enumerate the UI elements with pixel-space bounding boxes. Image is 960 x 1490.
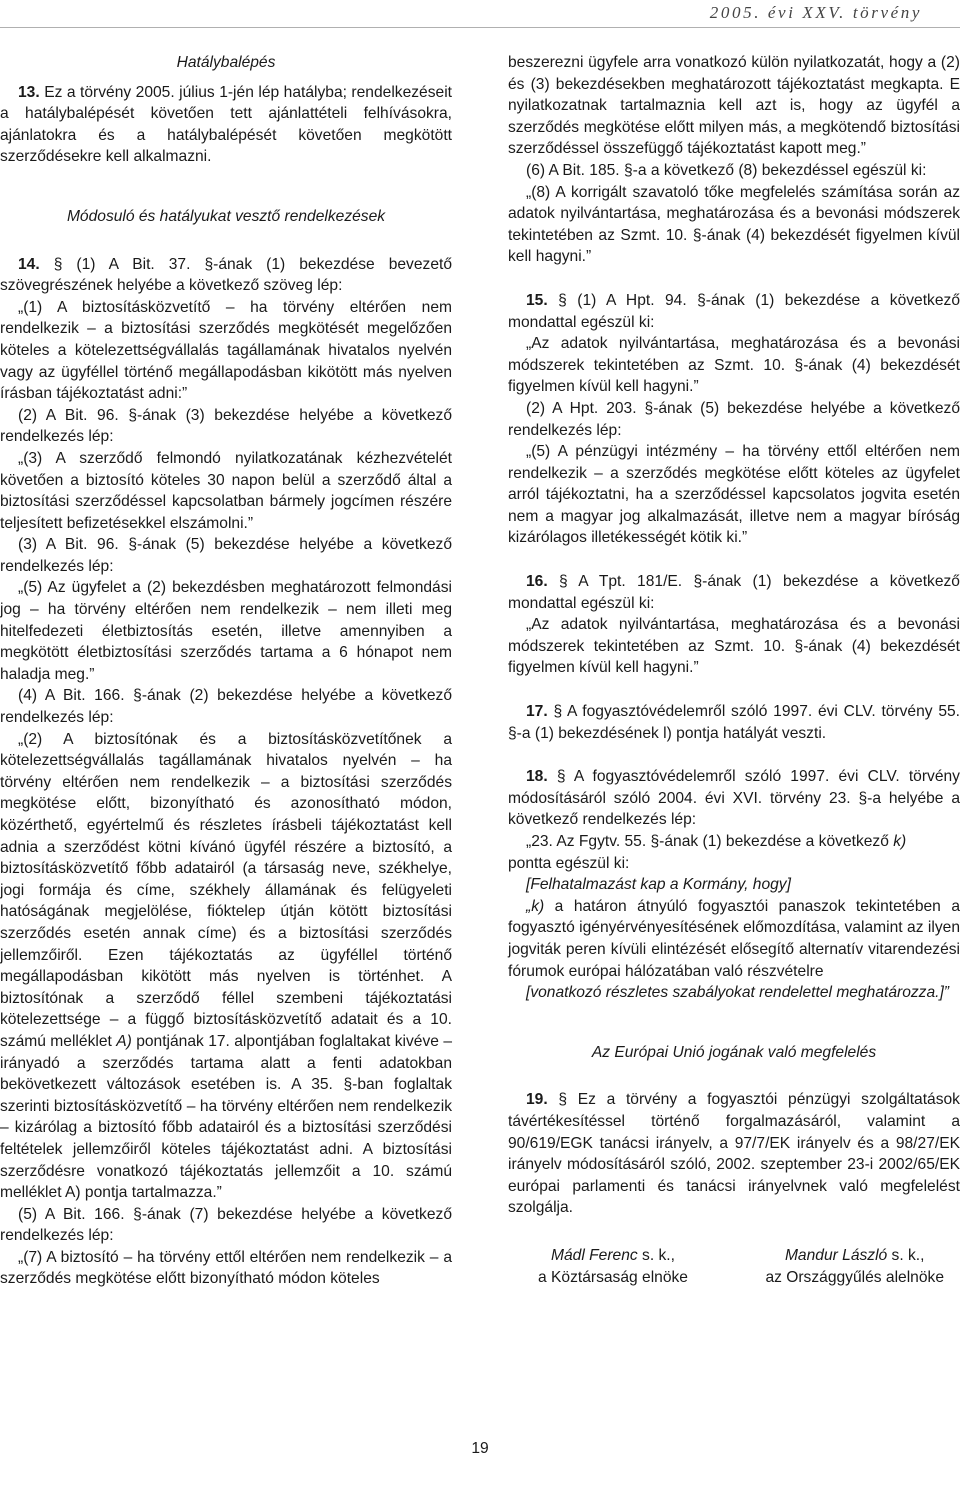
- quote-15-1: „Az adatok nyilvántartása, meghatározása és a bevonási módszerek tekintetében az Szmt. 10. §-ának (4) bekezdését figyelmen kívül kell hagyni.”: [508, 335, 960, 396]
- paragraph-18: [508, 766, 960, 831]
- header-rule: [0, 27, 960, 28]
- paragraph-number: 18.: [526, 768, 548, 786]
- quote-18-bracket: [Felhatalmazást kap a Kormány, hogy]: [526, 876, 791, 894]
- paragraph-text: § Ez a törvény a fogyasztói pénzügyi szolgáltatások távértékesítéssel történő forgalmazásáról, valamint a 90/619/EGK tanácsi irányelv, a 97/7/EK irányelv és a 98/27/EK irányelv módosításáról szóló, 2002. szeptember 23-i 2002/65/EK európai parlamenti és tanácsi irányelvnek való megfelelést szolgálja.: [508, 1091, 960, 1217]
- signer-title: a Köztársaság elnöke: [538, 1268, 688, 1286]
- paragraph-number: 15.: [526, 291, 548, 309]
- paragraph-text: § (1) A Hpt. 94. §-ának (1) bekezdése a következő mondattal egészül ki:: [508, 291, 960, 331]
- signer-sk: s. k.,: [637, 1246, 675, 1264]
- quote-text: „23. Az Fgytv. 55. §-ának (1) bekezdése a következő: [526, 833, 894, 850]
- quote-14-2: „(3) A szerződő felmondó nyilatkozatának kézhezvételét követően a biztosító köteles 30 napon belül a szerződő által a biztosítási szerződéssel kapcsolatban bármely jogcímen részére teljesített befizetésekkel elszámolni.”: [0, 449, 452, 532]
- quote-text: „(2) A biztosítónak és a biztosításközvetítőnek a kötelezettségvállalás tagállamának hivatalos nyelvén – ha törvény eltérően nem rendelkezik – a biztosítási szerződés megkötése előtt, bizonyítható és azonosítható módon, közérthető, egyértelmű és részletes írásbeli tájékoztatást kell adnia a szerződést kötni kívánó ügyfél részére a biztosító, a biztosításközvetítő főbb adatairól (a társaság neve, székhelye, jogi formája és címe, székhely államának és felügyeleti hatóságának megjelölése, fióktelep útján kötött biztosítási szerződés esetén annak címe) és a biztosítási szerződés jellemzőiről. Ezen tájékoztatás az ügyféllel történő megállapodásban kikötött más nyelven is történhet. A biztosítónak a szerződő féllel szembeni tájékoztatási kötelezettsége – a függő biztosításközvetítő adatait és a 10. számú melléklet: [0, 730, 452, 1050]
- right-column: [508, 52, 960, 1288]
- paragraph-text: § (1) A Bit. 37. §-ának (1) bekezdése bevezető szövegrészének helyébe a következő szöveg lép:: [0, 255, 452, 295]
- quote-14-5-continued: beszerezni ügyfele arra vonatkozó külön nyilatkozatát, hogy a (2) és (3) bekezdésekben meghatározott tájékoztatást megkapta. E nyilatkozatnak tartalmaznia kell azt is, hogy az ügyfél a szerződés megkötése előtt milyen más, a megkötendő biztosítási szerződéssel összefüggő tájékoztatást kapott meg.”: [508, 54, 960, 158]
- quote-18: [508, 831, 960, 874]
- quote-italic: „k): [526, 897, 545, 915]
- section-heading-hatalybalepes: Hatálybalépés: [176, 54, 276, 71]
- paragraph-15-2: (2) A Hpt. 203. §-ának (5) bekezdése helyébe a következő rendelkezés lép:: [508, 399, 960, 439]
- paragraph-text: § A Tpt. 181/E. §-ának (1) bekezdése a következő mondattal egészül ki:: [508, 573, 960, 612]
- quote-14-5: „(7) A biztosító – ha törvény ettől eltérően nem rendelkezik – a szerződés megkötése előtt bizonyítható módon köteles: [0, 1248, 452, 1288]
- paragraph-16: [508, 571, 960, 614]
- quote-text: pontjának 17. alpontjában foglaltakat kivéve – irányadó a szerződés tartama alatt a fenti adatokban bekövetkezett változások esetében is. A 35. §-ban foglaltak szerinti biztosításközvetítő – ha törvény eltérően nem rendelkezik – kizárólag a biztosító főbb adatairól és a biztosítási szerződési feltételek jellemzőiről köteles tájékoztatást adni. A biztosítási szerződésre vonatkozó tájékoztatás jellemzőit a 10. számú melléklet A) pontja tartalmazza.”: [0, 1032, 452, 1202]
- quote-italic: A): [116, 1032, 132, 1050]
- paragraph-text: § A fogyasztóvédelemről szóló 1997. évi CLV. törvény módosításáról szóló 2004. évi XVI. törvény 23. §-a helyébe a következő rendelkezés lép:: [508, 768, 960, 829]
- signature-block: [508, 1245, 960, 1288]
- quote-text: a határon átnyúló fogyasztói panaszok tekintetében a fogyasztó igényérvényesítésének előmozdítása, valamint az ilyen jogviták peren kívüli elintézését elősegítő alternatív vitarendezési fórumok európai hálózatában való részvételre: [508, 897, 960, 980]
- quote-14-3: „(5) Az ügyfelet a (2) bekezdésben meghatározott felmondási jog – ha törvény eltérően nem rendelkezik – nem illeti meg hitelfedezeti életbiztosítás esetén, illetve amennyiben a megkötött életbiztosítási szerződés tartama a 6 hónapot nem haladja meg.”: [0, 579, 452, 683]
- signer-name: Mádl Ferenc: [551, 1246, 638, 1264]
- paragraph-number: 13.: [18, 83, 40, 101]
- signer-name: Mandur László: [784, 1246, 888, 1264]
- paragraph-14-4: (4) A Bit. 166. §-ának (2) bekezdése helyébe a következő rendelkezés lép:: [0, 687, 452, 727]
- signer-sk: s. k.,: [887, 1246, 925, 1264]
- paragraph-14-3: (3) A Bit. 96. §-ának (5) bekezdése helyébe a következő rendelkezés lép:: [0, 536, 452, 575]
- paragraph-number: 19.: [526, 1091, 548, 1109]
- paragraph-13: [0, 82, 452, 168]
- quote-15-2: „(5) A pénzügyi intézmény – ha törvény ettől eltérően nem rendelkezik – a szerződés megkötése előtt köteles az ügyfelet arról tájékoztatni, ha a szerződéssel kapcsolatos jogvita esetén nem a magyar jog alkalmazását, illetve nem a magyar bíróság kizárólagos illetékességét kötik ki.”: [508, 443, 960, 547]
- paragraph-14: [0, 254, 452, 297]
- quote-18-bracket-end: [vonatkozó részletes szabályokat rendelettel meghatározza.]”: [526, 984, 949, 1002]
- quote-14-1: „(1) A biztosításközvetítő – ha törvény eltérően nem rendelkezik – a biztosítási szerződés megkötését megelőzően köteles a kötelezettségvállalás tagállamának hivatalos nyelvén vagy az ügyféllel történő megállapodásban kikötött más nyelven írásban tájékoztatást adni:”: [0, 298, 452, 403]
- paragraph-17: [508, 701, 960, 744]
- paragraph-14-5: (5) A Bit. 166. §-ának (7) bekezdése helyébe a következő rendelkezés lép:: [0, 1205, 452, 1245]
- paragraph-14-6: (6) A Bit. 185. §-a a következő (8) bekezdéssel egészül ki:: [526, 161, 927, 179]
- paragraph-15: [508, 290, 960, 333]
- quote-text: pontta egészül ki:: [508, 854, 630, 872]
- signature-president: [538, 1245, 688, 1288]
- paragraph-19: [508, 1089, 960, 1219]
- signer-title: az Országgyűlés alelnöke: [765, 1268, 944, 1286]
- paragraph-14-2: (2) A Bit. 96. §-ának (3) bekezdése helyébe a következő rendelkezés lép:: [0, 406, 452, 446]
- left-column: [0, 52, 452, 1290]
- quote-14-6: „(8) A korrigált szavatoló tőke megfelelés számítása során az adatok nyilvántartása, meghatározása és a bevonási módszerek tekintetében az Szmt. 10. §-ának (4) bekezdését figyelmen kívül kell hagyni.”: [508, 183, 960, 266]
- section-heading-eu: Az Európai Unió jogának való megfelelés: [591, 1043, 877, 1061]
- quote-18-k: [508, 896, 960, 982]
- paragraph-text: § A fogyasztóvédelemről szóló 1997. évi CLV. törvény 55. §-a (1) bekezdésének l) pontja hatályát veszti.: [508, 703, 960, 742]
- paragraph-number: 16.: [526, 573, 548, 591]
- paragraph-text: Ez a törvény 2005. július 1-jén lép hatályba; rendelkezéseit a hatálybalépését követően tett ajánlattételi felhívásokra, ajánlatokra és a hatálybalépését követően megkötött szerződésekre kell alkalmazni.: [0, 83, 452, 166]
- quote-14-4: [0, 729, 452, 1204]
- running-head: 2005. évi XXV. törvény: [709, 3, 922, 22]
- section-heading-modosulo: Módosuló és hatályukat vesztő rendelkezések: [66, 207, 386, 225]
- quote-italic: k): [893, 833, 907, 850]
- quote-16: „Az adatok nyilvántartása, meghatározása és a bevonási módszerek tekintetében az Szmt. 10. §-ának (4) bekezdését figyelmen kívül kell hagyni.”: [508, 616, 960, 677]
- paragraph-number: 17.: [526, 703, 548, 721]
- signature-vice-speaker: [765, 1245, 944, 1288]
- paragraph-number: 14.: [18, 255, 40, 273]
- page-number: 19: [471, 1440, 489, 1457]
